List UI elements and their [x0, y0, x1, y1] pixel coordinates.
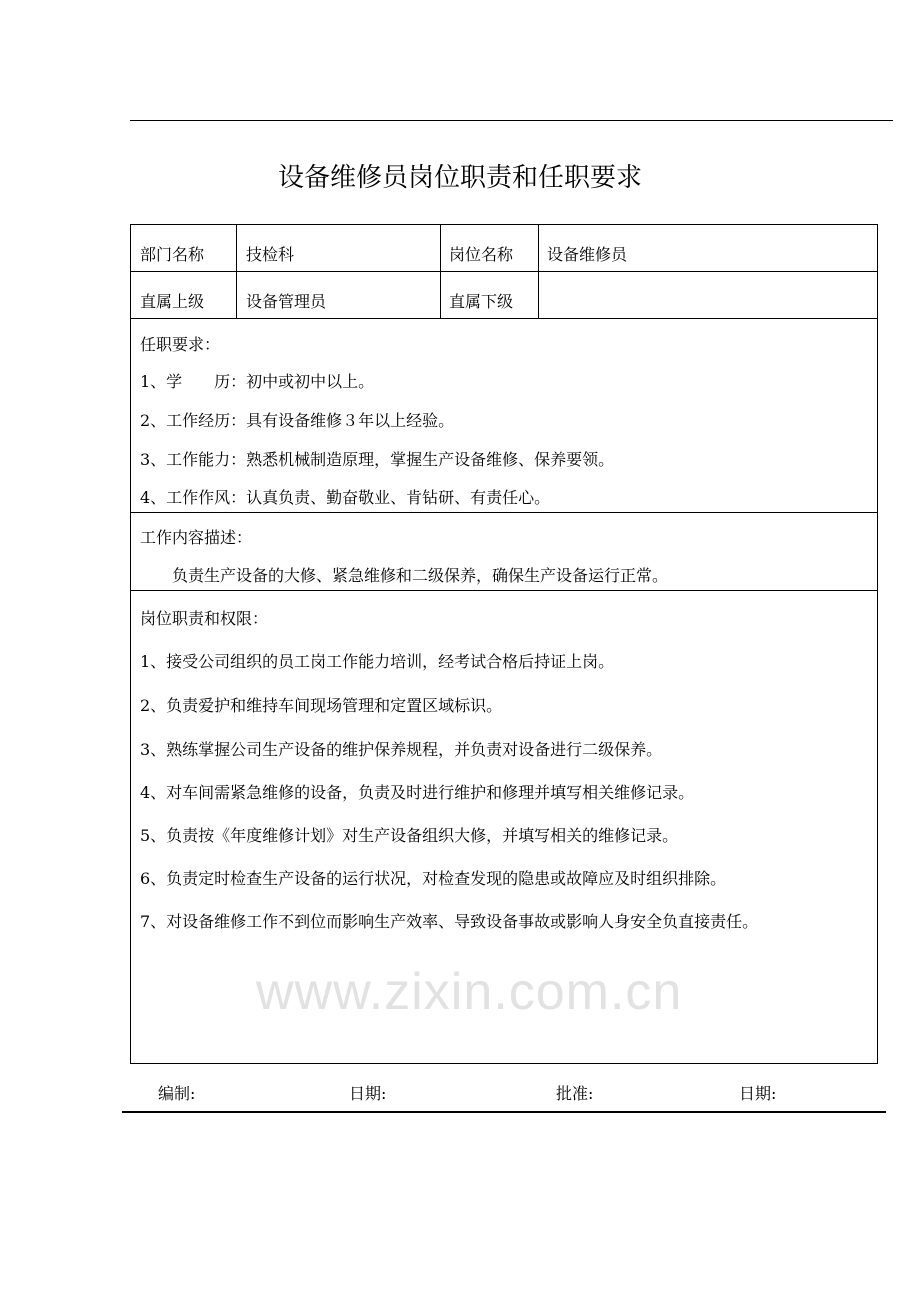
col-divider — [538, 224, 539, 318]
requirement-item: 3、工作能力：熟悉机械制造原理，掌握生产设备维修、保养要领。 — [140, 450, 615, 469]
superior-label: 直属上级 — [140, 292, 205, 311]
dept-label: 部门名称 — [140, 245, 205, 264]
subordinate-label: 直属下级 — [449, 292, 514, 311]
footer-rule — [122, 1111, 886, 1113]
row-divider — [130, 512, 878, 513]
approved-by-label: 批准: — [556, 1084, 594, 1103]
watermark: www.zixin.com.cn — [256, 963, 683, 1021]
page-title: 设备维修员岗位职责和任职要求 — [277, 163, 642, 193]
description-heading: 工作内容描述： — [140, 528, 253, 547]
duties-heading: 岗位职责和权限： — [140, 609, 269, 628]
row-divider — [130, 590, 878, 591]
post-value: 设备维修员 — [547, 245, 628, 264]
col-divider — [440, 224, 441, 318]
col-divider — [236, 224, 237, 318]
requirement-item: 1、学 历：初中或初中以上。 — [140, 372, 375, 391]
duty-item: 6、负责定时检查生产设备的运行状况，对检查发现的隐患或故障应及时组织排除。 — [140, 869, 727, 888]
description-text: 负责生产设备的大修、紧急维修和二级保养，确保生产设备运行正常。 — [172, 566, 669, 585]
duty-item: 4、对车间需紧急维修的设备，负责及时进行维护和修理并填写相关维修记录。 — [140, 783, 695, 802]
date-label: 日期: — [739, 1084, 777, 1103]
superior-value: 设备管理员 — [246, 292, 327, 311]
prepared-by-label: 编制: — [158, 1084, 196, 1103]
row-divider — [130, 271, 878, 272]
form-table — [130, 224, 878, 1064]
requirement-item: 4、工作作风：认真负责、勤奋敬业、肯钻研、有责任心。 — [140, 488, 551, 507]
requirements-heading: 任职要求： — [140, 335, 221, 354]
post-label: 岗位名称 — [449, 245, 514, 264]
duty-item: 2、负责爱护和维持车间现场管理和定置区域标识。 — [140, 696, 503, 715]
date-label: 日期: — [349, 1084, 387, 1103]
dept-value: 技检科 — [246, 245, 295, 264]
header-rule — [130, 120, 893, 121]
duty-item: 5、负责按《年度维修计划》对生产设备组织大修，并填写相关的维修记录。 — [140, 826, 679, 845]
requirement-item: 2、工作经历：具有设备维修３年以上经验。 — [140, 411, 455, 430]
row-divider — [130, 318, 878, 319]
duty-item: 1、接受公司组织的员工岗工作能力培训，经考试合格后持证上岗。 — [140, 652, 615, 671]
duty-item: 3、熟练掌握公司生产设备的维护保养规程，并负责对设备进行二级保养。 — [140, 740, 663, 759]
duty-item: 7、对设备维修工作不到位而影响生产效率、导致设备事故或影响人身安全负直接责任。 — [140, 912, 759, 931]
